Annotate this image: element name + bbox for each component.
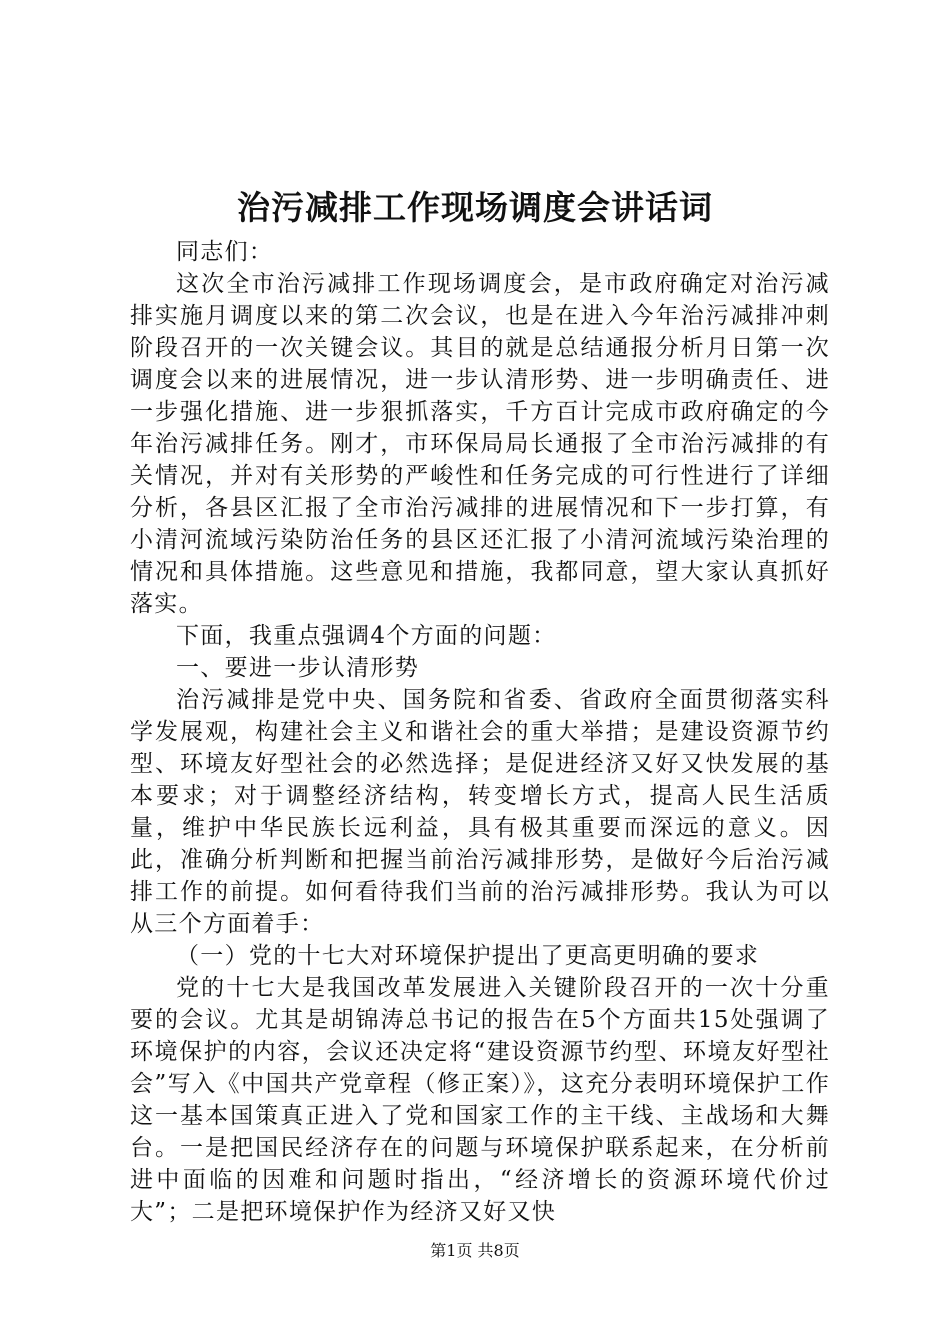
subsection-heading-1: （一）党的十七大对环境保护提出了更高更明确的要求 [176, 943, 760, 969]
section-heading-1: 一、要进一步认清形势 [176, 655, 419, 681]
paragraph-section-1: 治污减排是党中央、国务院和省委、省政府全面贯彻落实科学发展观，构建社会主义和谐社会的重大举措；是建设资源节约型、环境友好型社会的必然选择；是促进经济又好又快发展的基本要求；对于调整经济结构，转变增长方式，提高人民生活质量，维护中华民族长远利益，具有极其重要而深远的意义。因此，准确分析判断和把握当前治污减排形势，是做好今后治污减排工作的前提。如何看待我们当前的治污减排形势。我认为可以从三个方面着手： [130, 687, 830, 937]
paragraph-outline: 下面，我重点强调4个方面的问题： [176, 623, 557, 649]
salutation: 同志们： [176, 239, 274, 265]
document-title: 治污减排工作现场调度会讲话词 [237, 188, 713, 227]
paragraph-subsection-1: 党的十七大是我国改革发展进入关键阶段召开的一次十分重要的会议。尤其是胡锦涛总书记的报告在5个方面共15处强调了环境保护的内容，会议还决定将“建设资源节约型、环境友好型社会”写入《中国共产党章程（修正案）》，这充分表明环境保护工作这一基本国策真正进入了党和国家工作的主干线、主战场和大舞台。一是把国民经济存在的问题与环境保护联系起来，在分析前进中面临的因难和问题时指出，“经济增长的资源环境代价过大”；二是把环境保护作为经济又好又快 [130, 975, 830, 1225]
document-body [130, 236, 830, 1228]
page-footer: 第1页 共8页 [430, 1241, 520, 1260]
paragraph-intro: 这次全市治污减排工作现场调度会，是市政府确定对治污减排实施月调度以来的第二次会议，也是在进入今年治污减排冲刺阶段召开的一次关键会议。其目的就是总结通报分析月日第一次调度会以来的进展情况，进一步认清形势、进一步明确责任、进一步强化措施、进一步狠抓落实，千方百计完成市政府确定的今年治污减排任务。刚才，市环保局局长通报了全市治污减排的有关情况，并对有关形势的严峻性和任务完成的可行性进行了详细分析，各县区汇报了全市治污减排的进展情况和下一步打算，有小清河流域污染防治任务的县区还汇报了小清河流域污染治理的情况和具体措施。这些意见和措施，我都同意，望大家认真抓好落实。 [130, 271, 830, 617]
